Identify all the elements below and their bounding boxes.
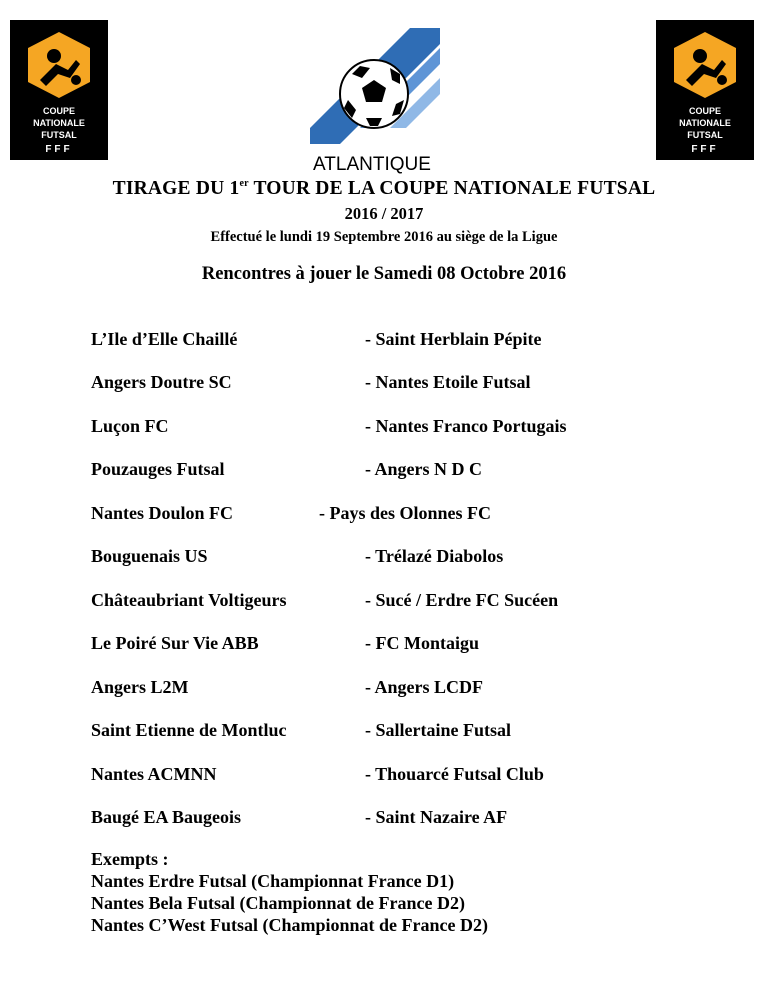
match-row xyxy=(0,720,768,744)
home-team: Le Poiré Sur Vie ABB xyxy=(91,633,259,653)
away-team: - Sucé / Erdre FC Sucéen xyxy=(365,590,559,610)
svg-text:COUPE: COUPE xyxy=(688,106,722,116)
match-row xyxy=(0,590,768,614)
away-team: - Angers N D C xyxy=(365,459,482,479)
exempt-item: Nantes C’West Futsal (Championnat de France D2) xyxy=(91,915,488,935)
coupe-nationale-futsal-logo-right xyxy=(656,20,754,160)
away-team: - Angers LCDF xyxy=(365,677,483,697)
home-team: Châteaubriant Voltigeurs xyxy=(91,590,287,610)
exempt-item: Nantes Erdre Futsal (Championnat France D1) xyxy=(91,871,455,891)
match-row xyxy=(0,633,768,657)
away-team: - Saint Herblain Pépite xyxy=(365,329,542,349)
away-team: - FC Montaigu xyxy=(365,633,479,653)
title-sup: er xyxy=(239,178,249,189)
away-team: - Saint Nazaire AF xyxy=(365,807,508,827)
exempt-item: Nantes Bela Futsal (Championnat de France D2) xyxy=(91,893,465,913)
home-team: Baugé EA Baugeois xyxy=(91,807,242,827)
match-row xyxy=(0,677,768,701)
home-team: Angers L2M xyxy=(91,677,189,697)
match-row xyxy=(0,807,768,831)
match-row xyxy=(0,416,768,440)
svg-text:FUTSAL: FUTSAL xyxy=(41,130,77,140)
svg-text:COUPE: COUPE xyxy=(42,106,76,116)
svg-text:ATLANTIQUE: ATLANTIQUE xyxy=(313,154,431,175)
title-post: TOUR DE LA COUPE NATIONALE FUTSAL xyxy=(248,178,656,199)
ligue-atlantique-logo xyxy=(300,18,450,178)
away-team: - Trélazé Diabolos xyxy=(365,546,504,566)
exempts-label: Exempts : xyxy=(91,849,169,869)
coupe-nationale-futsal-logo-left xyxy=(10,20,108,160)
document-title xyxy=(0,178,768,200)
home-team: L’Ile d’Elle Chaillé xyxy=(91,329,238,349)
season: 2016 / 2017 xyxy=(344,204,424,223)
home-team: Pouzauges Futsal xyxy=(91,459,225,479)
away-team: - Pays des Olonnes FC xyxy=(319,503,492,523)
home-team: Bouguenais US xyxy=(91,546,208,566)
match-row xyxy=(0,329,768,353)
svg-text:FUTSAL: FUTSAL xyxy=(687,130,723,140)
away-team: - Thouarcé Futsal Club xyxy=(365,764,544,784)
match-row xyxy=(0,764,768,788)
match-date-line: Rencontres à jouer le Samedi 08 Octobre 2016 xyxy=(201,264,567,284)
match-row xyxy=(0,546,768,570)
svg-text:NATIONALE: NATIONALE xyxy=(33,118,85,128)
home-team: Luçon FC xyxy=(91,416,169,436)
match-row xyxy=(0,372,768,396)
away-team: - Nantes Etoile Futsal xyxy=(365,372,531,392)
draw-info: Effectué le lundi 19 Septembre 2016 au siège de la Ligue xyxy=(210,229,558,245)
home-team: Nantes Doulon FC xyxy=(91,503,234,523)
title-pre: TIRAGE DU 1 xyxy=(112,178,240,199)
home-team: Saint Etienne de Montluc xyxy=(91,720,287,740)
svg-text:FFF: FFF xyxy=(45,144,73,155)
away-team: - Sallertaine Futsal xyxy=(365,720,511,740)
home-team: Nantes ACMNN xyxy=(91,764,217,784)
away-team: - Nantes Franco Portugais xyxy=(365,416,567,436)
match-row xyxy=(0,503,768,527)
svg-text:FFF: FFF xyxy=(691,144,719,155)
match-row xyxy=(0,459,768,483)
home-team: Angers Doutre SC xyxy=(91,372,232,392)
svg-text:NATIONALE: NATIONALE xyxy=(679,118,731,128)
exempts-section xyxy=(91,848,488,936)
